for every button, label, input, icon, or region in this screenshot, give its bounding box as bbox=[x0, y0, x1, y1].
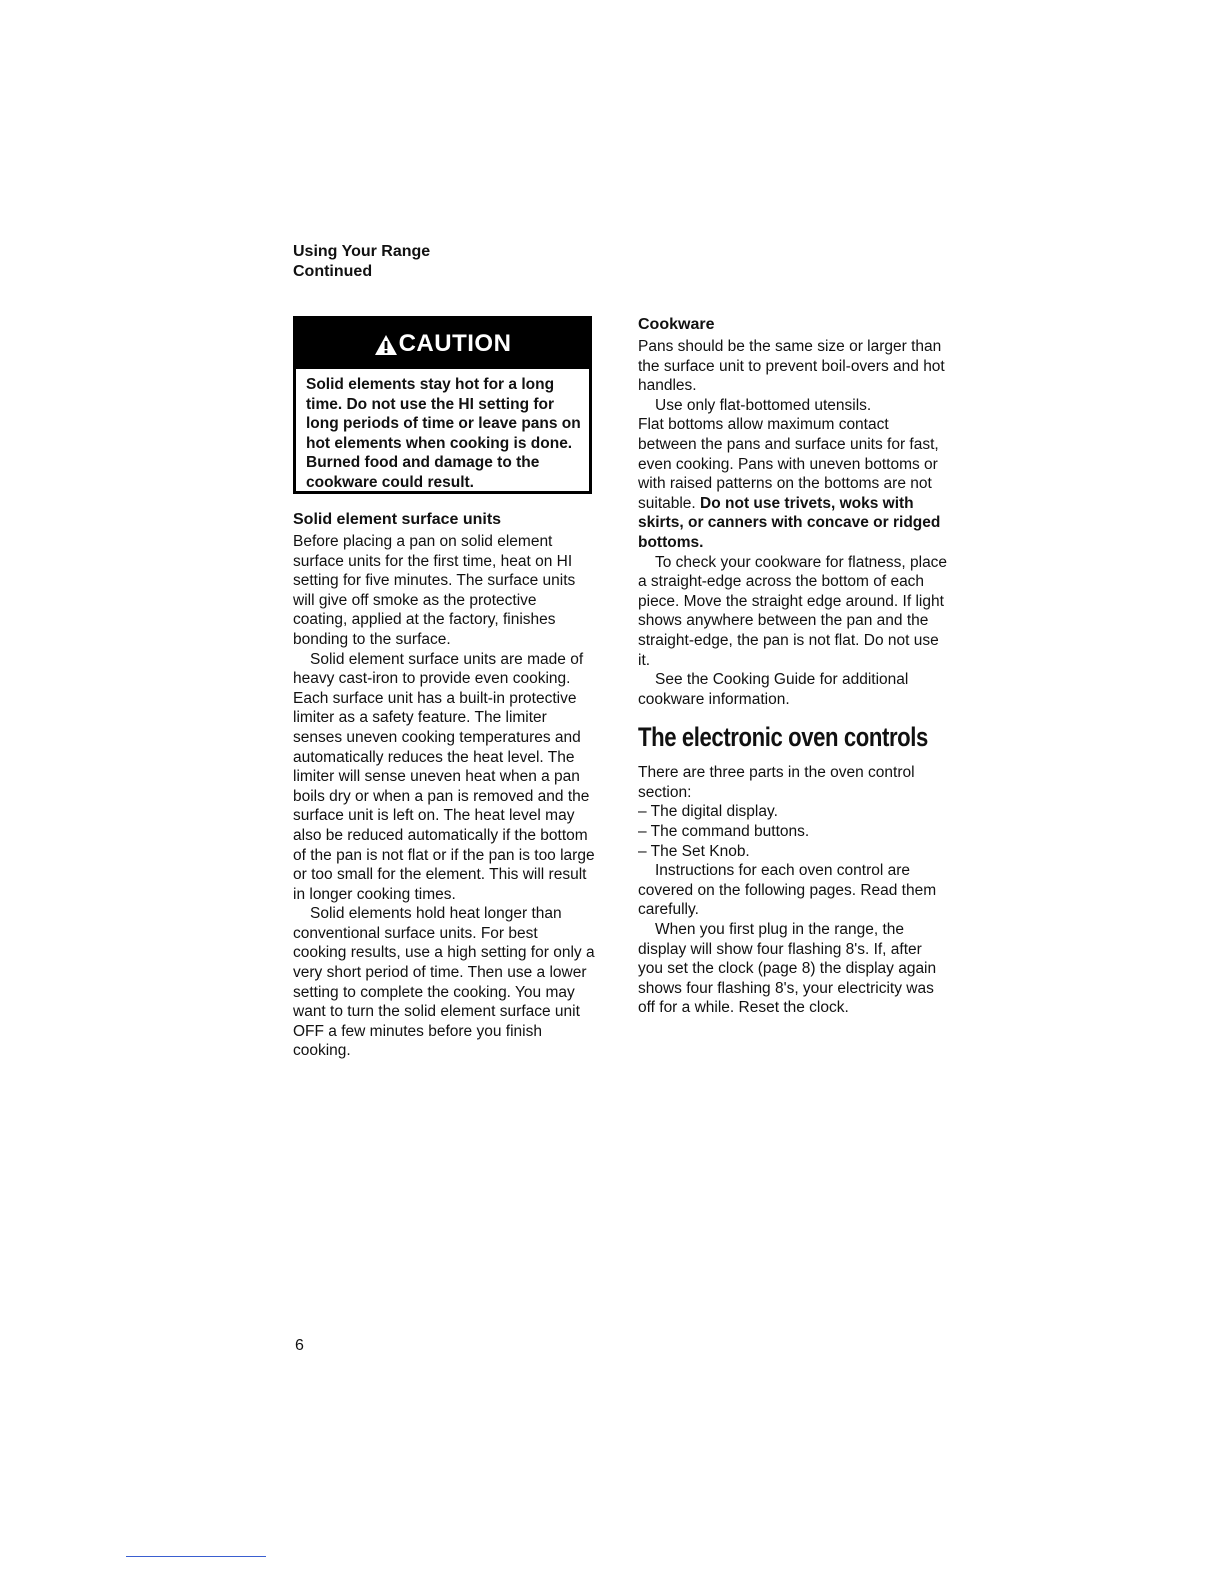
warning-triangle-icon bbox=[374, 334, 398, 356]
cookware-paragraph-3-text: Flat bottoms allow maximum contact between the pans and surface units for fast, even cooking. Pans with uneven bottoms or with raised patterns on the bottoms are not suitable. bbox=[638, 416, 939, 512]
caution-box bbox=[293, 316, 592, 494]
section-title: Using Your Range bbox=[293, 243, 431, 260]
cookware-paragraph-4: To check your cookware for flatness, place a straight-edge across the bottom of each piece. Move the straight edge around. If light shows anywhere between the pan and the straight-edge, the pan is not flat. Do not use it. bbox=[638, 553, 948, 669]
solid-units-paragraph-2: Solid element surface units are made of heavy cast-iron to provide even cooking. Each surface unit has a built-in protective limiter as a safety feature. The limiter senses uneven cooking temperatures and automatically reduces the heat level. The limiter will sense uneven heat when a pan boils dry or when a pan is removed and the surface unit is left on. The heat level may also be reduced automatically if the bottom of the pan is not flat or if the pan is too large or too small for the element. This will result in longer cooking times. bbox=[293, 650, 595, 903]
page-section-header bbox=[293, 242, 430, 282]
list-item: – The command buttons. bbox=[638, 823, 810, 841]
cookware-warning-text: Do not use trivets, woks with skirts, or canners with concave or ridged bottoms. bbox=[638, 494, 941, 551]
oven-controls-heading: The electronic oven controls bbox=[638, 722, 928, 753]
oven-controls-paragraph-3: When you first plug in the range, the display will show four flashing 8's. If, after you set the clock (page 8) the display again shows four flashing 8's, your electricity was off for a while. Reset the clock. bbox=[638, 921, 937, 1017]
solid-units-section bbox=[293, 510, 595, 1061]
cookware-paragraph-5: See the Cooking Guide for additional cookware information. bbox=[638, 671, 909, 708]
right-column bbox=[638, 315, 948, 1018]
caution-header bbox=[296, 319, 589, 369]
list-item: – The Set Knob. bbox=[638, 842, 750, 860]
caution-text: Solid elements stay hot for a long time. Do not use the HI setting for long periods of time or leave pans on hot elements when cooking is done. Burned food and damage to the cookware could result. bbox=[306, 376, 581, 491]
solid-units-heading: Solid element surface units bbox=[293, 511, 502, 528]
oven-controls-paragraph-2: Instructions for each oven control are covered on the following pages. Read them carefully. bbox=[638, 862, 937, 919]
page-number: 6 bbox=[295, 1337, 304, 1354]
list-item: – The digital display. bbox=[638, 803, 778, 821]
cookware-paragraph-3 bbox=[638, 415, 948, 552]
cookware-paragraph-2: Use only flat-bottomed utensils. bbox=[655, 396, 872, 414]
footer-rule bbox=[126, 1556, 266, 1557]
oven-controls-intro: There are three parts in the oven control section: bbox=[638, 764, 915, 801]
cookware-paragraph-1: Pans should be the same size or larger than the surface unit to prevent boil-overs and hot handles. bbox=[638, 338, 945, 395]
solid-units-paragraph-1: Before placing a pan on solid element surface units for the first time, heat on HI setting for five minutes. The surface units will give off smoke as the protective coating, applied at the factory, finishes bonding to the surface. bbox=[293, 533, 576, 648]
solid-units-paragraph-3: Solid elements hold heat longer than conventional surface units. For best cooking results, use a high setting for only a very short period of time. Then use a lower setting to complete the cooking. You may want to turn the solid element surface unit OFF a few minutes before you finish cooking. bbox=[293, 905, 595, 1060]
caution-title: CAUTION bbox=[398, 330, 512, 357]
section-subtitle: Continued bbox=[293, 263, 373, 280]
cookware-heading: Cookware bbox=[638, 316, 715, 333]
